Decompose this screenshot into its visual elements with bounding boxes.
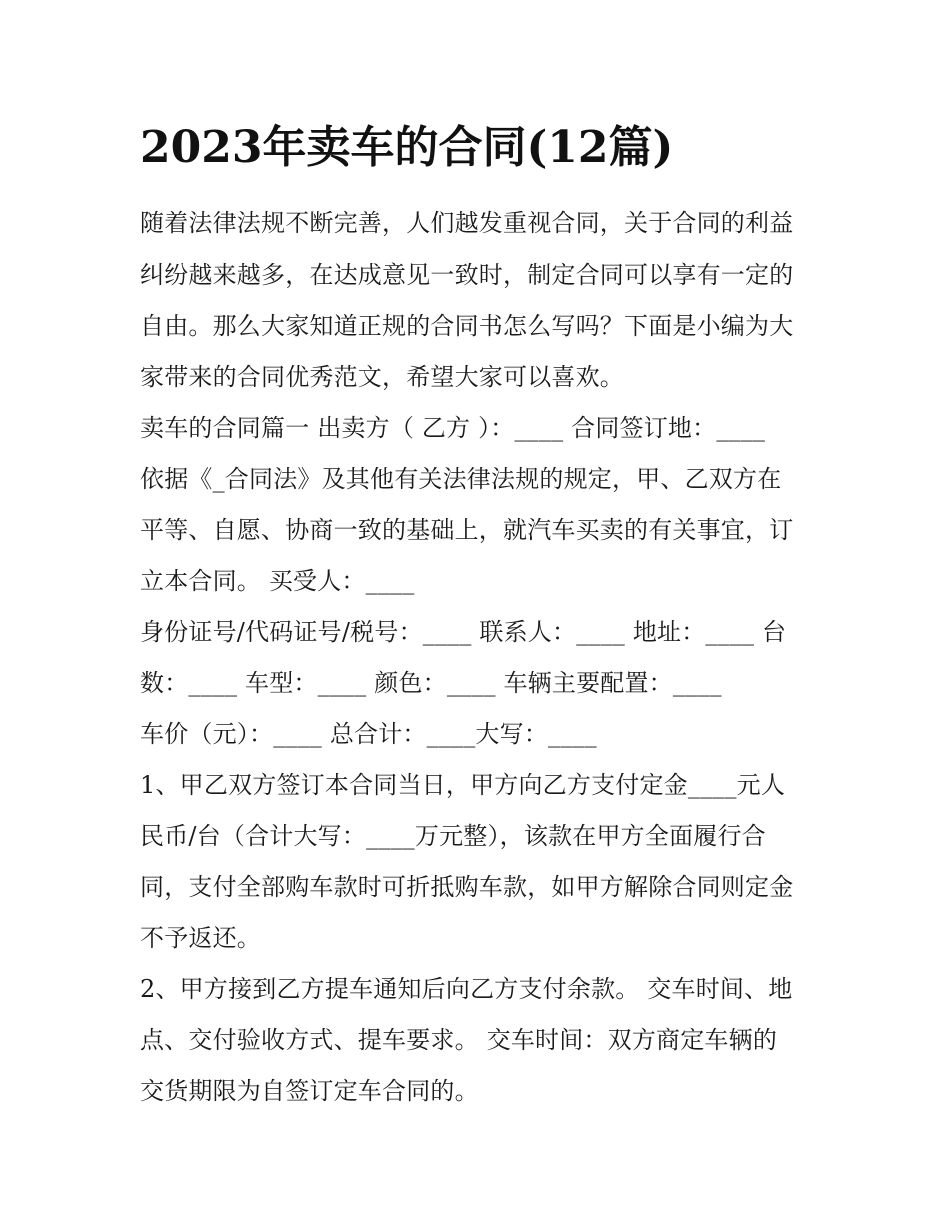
intro-line-3: 自由。那么大家知道正规的合同书怎么写吗？下面是小编为大 — [140, 312, 794, 340]
intro-line-1: 随着法律法规不断完善，人们越发重视合同，关于合同的利益 — [140, 209, 794, 237]
clause-2-line: 交货期限为自签订定车合同的。 — [140, 1077, 479, 1105]
clause-2-line: 2、甲方接到乙方提车通知后向乙方支付余款。 交车时间、地 — [140, 975, 793, 1003]
field-line: 身份证号/代码证号/税号：____ 联系人：____ 地址：____ 台 — [140, 618, 787, 646]
clause-1-line: 不予返还。 — [140, 924, 261, 952]
clause-1-line: 民币/台（合计大写：____万元整），该款在甲方全面履行合 — [140, 822, 766, 850]
intro-line-4: 家带来的合同优秀范文，希望大家可以喜欢。 — [140, 363, 624, 391]
intro-line-2: 纠纷越来越多，在达成意见一致时，制定合同可以享有一定的 — [140, 261, 794, 289]
document-title: 2023年卖车的合同(12篇) — [140, 122, 674, 173]
clause-1-line: 1、甲乙双方签订本合同当日，甲方向乙方支付定金____元人 — [140, 771, 786, 799]
field-line: 数：____ 车型：____ 颜色：____ 车辆主要配置：____ — [140, 669, 722, 697]
body-line: 平等、自愿、协商一致的基础上，就汽车买卖的有关事宜，订 — [140, 516, 794, 544]
clause-1-line: 同，支付全部购车款时可折抵购车款，如甲方解除合同则定金 — [140, 873, 794, 901]
clause-2-line: 点、交付验收方式、提车要求。 交车时间：双方商定车辆的 — [140, 1026, 778, 1054]
body-line: 立本合同。 买受人：____ — [140, 567, 415, 595]
field-line: 车价（元）：____ 总合计：____大写：____ — [140, 720, 597, 748]
body-line: 依据《_合同法》及其他有关法律法规的规定，甲、乙双方在 — [140, 465, 782, 493]
section-heading-line: 卖车的合同篇一 出卖方（ 乙方 ）：____ 合同签订地：____ — [140, 414, 766, 442]
